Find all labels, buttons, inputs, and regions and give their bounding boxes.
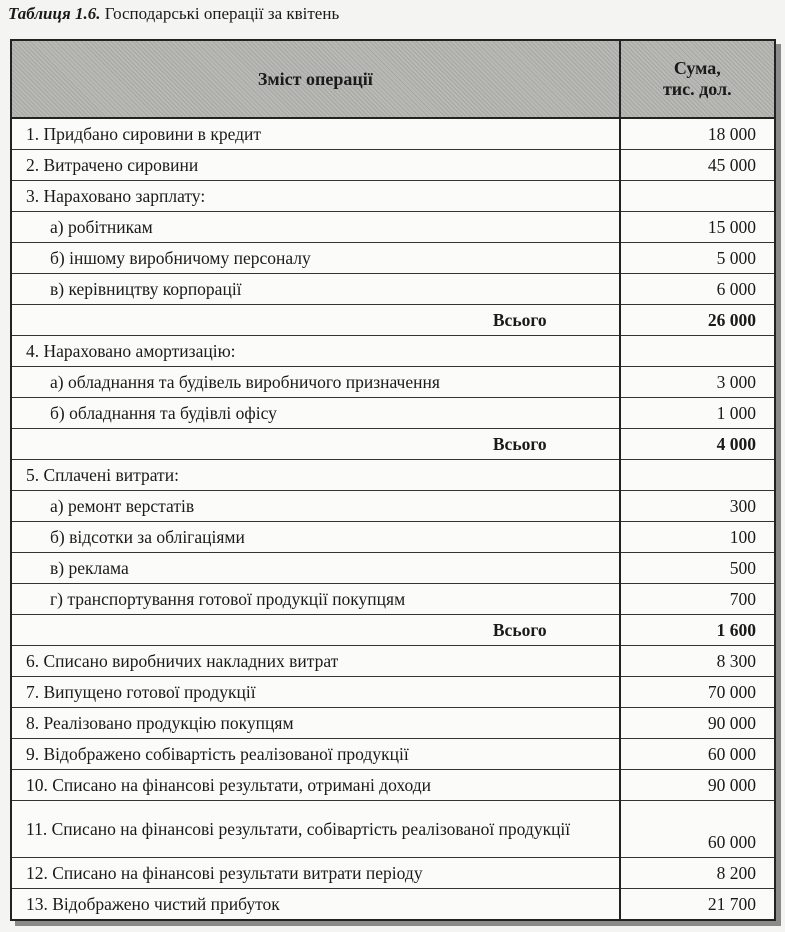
table-row (12, 708, 774, 739)
row-text: 1. Придбано сировини в кредит (12, 118, 620, 150)
row-text: 5. Сплачені витрати: (12, 460, 620, 491)
table-row (12, 553, 774, 584)
row-value: 90 000 (620, 770, 774, 801)
table-caption (8, 4, 339, 24)
row-value: 18 000 (620, 118, 774, 150)
row-value: 500 (620, 553, 774, 584)
table-row (12, 336, 774, 367)
row-text: 10. Списано на фінансові результати, отримані доходи (12, 770, 620, 801)
table-row (12, 118, 774, 150)
row-text: 8. Реалізовано продукцію покупцям (12, 708, 620, 739)
table-row (12, 243, 774, 274)
total-value: 26 000 (620, 305, 774, 336)
row-value: 300 (620, 491, 774, 522)
table-row (12, 181, 774, 212)
total-label: Всього (12, 615, 620, 646)
table-row (12, 274, 774, 305)
row-value: 21 700 (620, 889, 774, 920)
total-row (12, 429, 774, 460)
table-row (12, 770, 774, 801)
table-row (12, 739, 774, 770)
row-text: 6. Списано виробничих накладних витрат (12, 646, 620, 677)
table-row (12, 646, 774, 677)
row-text: 13. Відображено чистий прибуток (12, 889, 620, 920)
row-value (620, 460, 774, 491)
row-text: 4. Нараховано амортизацію: (12, 336, 620, 367)
row-value: 15 000 (620, 212, 774, 243)
row-value (620, 181, 774, 212)
row-text: 12. Списано на фінансові результати витрати періоду (12, 858, 620, 889)
table-row (12, 801, 774, 858)
caption-label: Таблиця 1.6. (8, 4, 101, 23)
row-text: б) іншому виробничому персоналу (12, 243, 620, 274)
row-text: 11. Списано на фінансові результати, собівартість реалізованої продукції (12, 801, 620, 858)
row-text: б) обладнання та будівлі офісу (12, 398, 620, 429)
table-row (12, 858, 774, 889)
total-label: Всього (12, 305, 620, 336)
header-amount-line2: тис. дол. (662, 79, 732, 99)
row-text: г) транспортування готової продукції покупцям (12, 584, 620, 615)
row-value: 90 000 (620, 708, 774, 739)
total-value: 1 600 (620, 615, 774, 646)
operations-table-frame (10, 39, 776, 921)
table-row (12, 677, 774, 708)
header-content: Зміст операції (12, 41, 620, 118)
row-value: 8 300 (620, 646, 774, 677)
table-row (12, 150, 774, 181)
row-text: 7. Випущено готової продукції (12, 677, 620, 708)
row-text: а) ремонт верстатів (12, 491, 620, 522)
table-row (12, 584, 774, 615)
table-row (12, 522, 774, 553)
row-text: а) обладнання та будівель виробничого призначення (12, 367, 620, 398)
row-text: б) відсотки за облігаціями (12, 522, 620, 553)
row-value: 100 (620, 522, 774, 553)
table-row (12, 889, 774, 920)
total-row (12, 305, 774, 336)
header-row (12, 41, 774, 118)
row-value (620, 336, 774, 367)
header-amount (620, 41, 774, 118)
table-row (12, 491, 774, 522)
row-text: 3. Нараховано зарплату: (12, 181, 620, 212)
row-value: 5 000 (620, 243, 774, 274)
table-row (12, 398, 774, 429)
row-value: 700 (620, 584, 774, 615)
total-label: Всього (12, 429, 620, 460)
total-row (12, 615, 774, 646)
row-value: 3 000 (620, 367, 774, 398)
row-value: 1 000 (620, 398, 774, 429)
row-value: 6 000 (620, 274, 774, 305)
row-text: в) керівництву корпорації (12, 274, 620, 305)
row-value: 60 000 (620, 739, 774, 770)
operations-table (12, 41, 774, 919)
row-text: а) робітникам (12, 212, 620, 243)
row-value: 45 000 (620, 150, 774, 181)
caption-text: Господарські операції за квітень (104, 4, 340, 23)
table-row (12, 460, 774, 491)
table-row (12, 212, 774, 243)
row-value: 8 200 (620, 858, 774, 889)
header-amount-line1: Сума, (673, 58, 721, 78)
table-row (12, 367, 774, 398)
row-text: 9. Відображено собівартість реалізованої продукції (12, 739, 620, 770)
row-value: 60 000 (620, 801, 774, 858)
total-value: 4 000 (620, 429, 774, 460)
row-text: в) реклама (12, 553, 620, 584)
row-value: 70 000 (620, 677, 774, 708)
row-text: 2. Витрачено сировини (12, 150, 620, 181)
